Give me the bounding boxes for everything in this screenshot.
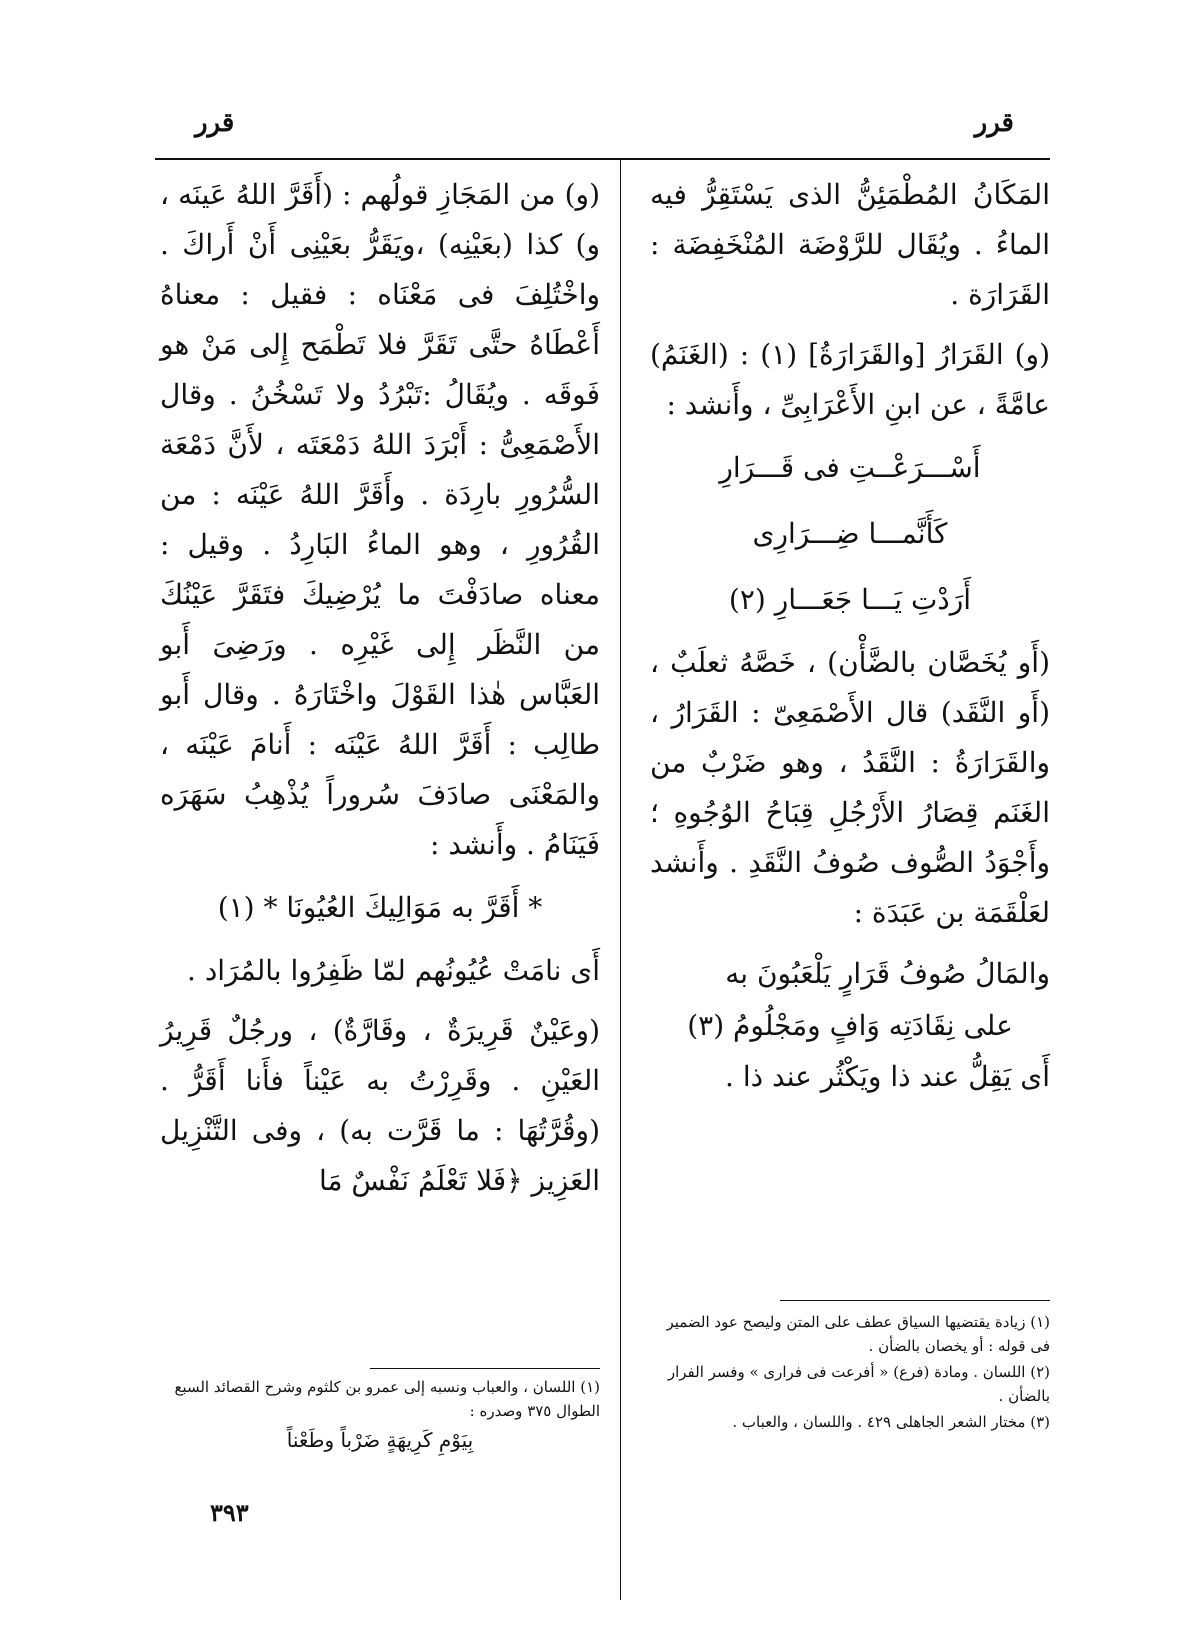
- footnote: (١) زيادة يقتضيها السياق عطف على المتن وليصح عود الضمير فى قوله : أو يخصان بالضأن .: [666, 1313, 1050, 1355]
- paragraph: (أَو يُخَصَّان بالضَّأْن) ، خَصَّهُ ثعلَبٌ ، (أَو النَّقَد) قال الأَصْمَعِىّ : القَرَارُ ، والقَرَارَةُ : النَّقَدُ ، وهو ضَرْبٌ من الغَنَم قِصَارُ الأَرْجُلِ قِبَاحُ الوُجُوهِ ؛ وأَجْوَدُ الصُّوف صُوفُ النَّقَدِ . وأَنشد لعَلْقَمَة بن عَبَدَة :: [650, 646, 1050, 929]
- paragraph: (وعَيْنٌ قَرِيرَةٌ ، وقَارَّةٌ) ، ورجُلٌ قَرِيرُ العَيْنِ . وقَرِرْتُ به عَيْناً فأَنا أَقَرُّ . (وقُرَّتُهَا : ما قَرَّت به) ، وفى التَّنْزِيل العَزِيز ﴿فَلا تَعْلَمُ نَفْسٌ مَا: [160, 1014, 600, 1197]
- hemistich: على نِقَادَتِه وَافٍ ومَجْلُومُ (٣): [687, 1009, 1013, 1042]
- column-divider: [620, 160, 621, 1600]
- verse-line: أَسْـــرَعْــتِ فى قَـــرَارِ: [719, 451, 981, 484]
- top-rule: [155, 158, 1050, 160]
- paragraph: المَكَانُ المُطْمَئِنُّ الذى يَسْتَقِرُّ فيه الماءُ . ويُقَال للرَّوْضَة المُنْخَفِضَة : القَرَارَة .: [650, 178, 1050, 311]
- paragraph: أَى يَقِلُّ عند ذا ويَكْثُر عند ذا .: [725, 1060, 1050, 1093]
- paragraph: أَى نامَتْ عُيُونُهم لمّا ظَفِرُوا بالمُرَاد .: [187, 954, 600, 987]
- footnote: (١) اللسان ، والعباب ونسبه إلى عمرو بن كلثوم وشرح القصائد السبع الطوال ٣٧٥ وصدره :: [174, 1378, 600, 1420]
- footnote: (٢) اللسان . ومادة (فرع) « أفرعت فى فرارى » وفسر الفرار بالضأن .: [667, 1363, 1050, 1405]
- header-left: قرر: [195, 108, 235, 138]
- footnote-rule: [370, 1368, 600, 1369]
- hemistich: والمَالُ صُوفُ قَرَارٍ يَلْعَبُونَ به: [725, 957, 1050, 990]
- page-number: ٣٩٣: [210, 1498, 249, 1527]
- right-column: [650, 170, 1050, 1112]
- left-column: [160, 170, 600, 1216]
- paragraph: (و) من المَجَازِ قولُهم : (أَقَرَّ اللهُ عَينَه ، و) كذا (بعَيْنِه) ،ويَقَرُّ بعَيْنِى أَنْ أَراكَ . واخْتُلِفَ فى مَعْنَاه : فقيل : معناهُ أَعْطَاهُ حتَّى تَقَرَّ فلا تَطْمَح إِلى مَنْ هو فَوقَه . ويُقَالُ :تَبْرُدُ ولا تَسْخُنُ . وقال الأَصْمَعِىُّ : أَبْرَدَ اللهُ دَمْعَتَه ، لأَنَّ دَمْعَة السُّرُورِ بارِدَة . وأَقَرَّ اللهُ عَيْنَه : من القُرُورِ ، وهو الماءُ البَارِدُ . وقيل : معناه صادَفْتَ ما يُرْضِيكَ فتَقَرَّ عَيْنُكَ من النَّظَر إِلى غَيْرِه . ورَضِىَ أَبو العَبَّاس هٰذا القَوْلَ واخْتَارَهُ . وقال أَبو طالِب : أَقَرَّ اللهُ عَيْنَه : أَنامَ عَيْنَه ، والمَعْنَى صادَفَ سُروراً يُذْهِبُ سَهَرَه فَيَنَامُ . وأَنشد :: [160, 178, 600, 861]
- verse-line: * أَقَرَّ به مَوَالِيكَ العُيُونَا * (١): [217, 891, 543, 924]
- footnotes-right: [650, 1310, 1050, 1436]
- verse-line: أَرَدْتِ يَـــا جَعَـــارِ (٢): [728, 583, 972, 616]
- footnote: (٣) مختار الشعر الجاهلى ٤٢٩ . واللسان ، والعباب .: [732, 1413, 1050, 1431]
- paragraph: (و) القَرَارُ [والقَرَارَةُ] (١) : (الغَنَمُ) عامَّةً ، عن ابنِ الأَعْرَابِىِّ ، وأَنشد :: [650, 338, 1050, 421]
- header-right: قرر: [974, 108, 1014, 138]
- footnotes-left: [160, 1375, 600, 1457]
- verse-line: كَأَنَّمـــا ضِـــرَارِى: [752, 517, 948, 550]
- footnote-rule: [780, 1300, 1050, 1301]
- footnote-verse: بِيَوْمِ كَرِيهَةٍ ضَرْباً وطَعْناً: [286, 1428, 474, 1452]
